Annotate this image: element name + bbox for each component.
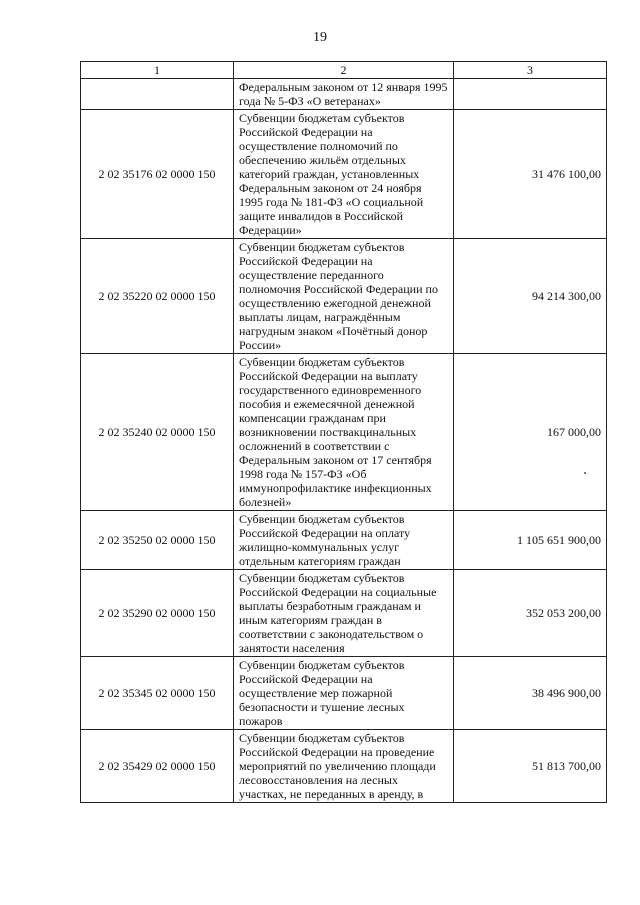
budget-code-cell: 2 02 35220 02 0000 150: [81, 239, 234, 354]
budget-code-cell: 2 02 35176 02 0000 150: [81, 110, 234, 239]
amount-cell: 38 496 900,00: [454, 657, 607, 730]
amount-cell: 51 813 700,00: [454, 730, 607, 803]
amount-cell: [454, 79, 607, 110]
table-row: [81, 570, 607, 657]
budget-code-cell: 2 02 35290 02 0000 150: [81, 570, 234, 657]
table-row: [81, 79, 607, 110]
budget-code-cell: 2 02 35429 02 0000 150: [81, 730, 234, 803]
table-header-row: [81, 62, 607, 79]
table-row: [81, 730, 607, 803]
budget-code-cell: 2 02 35240 02 0000 150: [81, 354, 234, 511]
amount-cell: 1 105 651 900,00: [454, 511, 607, 570]
table-row: [81, 657, 607, 730]
description-cell: Субвенции бюджетам субъектов Российской Федерации на оплату жилищно-коммунальных услуг отдельным категориям граждан: [234, 511, 454, 570]
amount-cell: 167 000,00: [454, 354, 607, 511]
column-header-3: 3: [454, 62, 607, 79]
amount-cell: 31 476 100,00: [454, 110, 607, 239]
description-cell: Субвенции бюджетам субъектов Российской Федерации на осуществление переданного полномочия Российской Федерации по осуществлению ежегодной денежной выплаты лицам, награждённым нагрудным знаком «Почётный донор России»: [234, 239, 454, 354]
amount-cell: 352 053 200,00: [454, 570, 607, 657]
table-row: [81, 511, 607, 570]
column-header-2: 2: [234, 62, 454, 79]
description-cell: Субвенции бюджетам субъектов Российской Федерации на осуществление мер пожарной безопасности и тушение лесных пожаров: [234, 657, 454, 730]
budget-table: [80, 61, 607, 803]
description-cell: Федеральным законом от 12 января 1995 года № 5-ФЗ «О ветеранах»: [234, 79, 454, 110]
scan-speck: [584, 472, 586, 474]
budget-code-cell: 2 02 35345 02 0000 150: [81, 657, 234, 730]
description-cell: Субвенции бюджетам субъектов Российской Федерации на проведение мероприятий по увеличению площади лесовосстановления на лесных участках, не переданных в аренду, в: [234, 730, 454, 803]
description-cell: Субвенции бюджетам субъектов Российской Федерации на выплату государственного единовременного пособия и ежемесячной денежной компенсации гражданам при возникновении поствакцинальных осложнений в соответствии с Федеральным законом от 17 сентября 1998 года № 157-ФЗ «Об иммунопрофилактике инфекционных болезней»: [234, 354, 454, 511]
table-row: [81, 239, 607, 354]
amount-cell: 94 214 300,00: [454, 239, 607, 354]
description-cell: Субвенции бюджетам субъектов Российской Федерации на социальные выплаты безработным гражданам и иным категориям граждан в соответствии с законодательством о занятости населения: [234, 570, 454, 657]
table-row: [81, 354, 607, 511]
column-header-1: 1: [81, 62, 234, 79]
page-number: 19: [313, 30, 327, 45]
budget-code-cell: 2 02 35250 02 0000 150: [81, 511, 234, 570]
budget-code-cell: [81, 79, 234, 110]
table-row: [81, 110, 607, 239]
description-cell: Субвенции бюджетам субъектов Российской Федерации на осуществление полномочий по обеспечению жильём отдельных категорий граждан, установленных Федеральным законом от 24 ноября 1995 года № 181-ФЗ «О социальной защите инвалидов в Российской Федерации»: [234, 110, 454, 239]
